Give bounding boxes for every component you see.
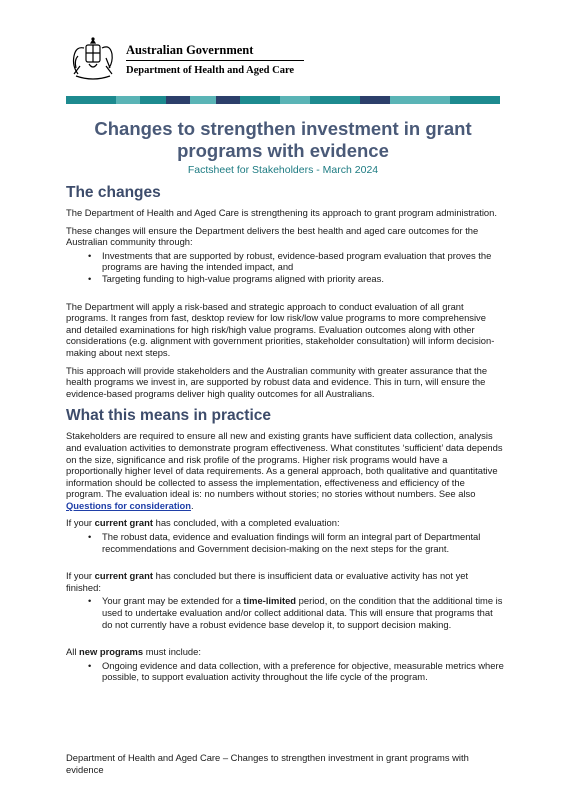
- list-item: • Targeting funding to high-value programs aligned with priority areas.: [88, 273, 504, 285]
- color-band-segment: [140, 96, 166, 104]
- coat-of-arms-icon: [66, 36, 120, 82]
- paragraph: The Department will apply a risk-based and strategic approach to conduct evaluation of all grant programs. It ranges from fast, desktop review for low risk/low value programs to more comprehensive and detailed examinations for high risk/high value programs. Evaluation outcomes along with other considerations (e.g. alignment with government priorities, stakeholder consultation) will inform decision-making about next steps.: [66, 300, 495, 358]
- bullet-list: [88, 595, 504, 630]
- logo-divider: [126, 60, 304, 61]
- list-item: • The robust data, evidence and evaluation findings will form an integral part of Departmental recommendations and Government decision-making on the next steps for the grant.: [88, 531, 504, 554]
- paragraph: Stakeholders are required to ensure all new and existing grants have sufficient data collection, analysis and evaluation activities to demonstrate program effectiveness. What constitutes ‘sufficient’ data depends on the size, significance and risk profile of the programs. Higher risk programs would have a proportionally higher level of data requirements. As a general approach, both qualitative and quantitative information should be collected to assess the implementation, effectiveness and efficiency of the program. The evaluation ideal is: no numbers without stories; no stories without numbers. See also Questions for consideration.: [66, 430, 503, 511]
- color-band: [66, 96, 500, 104]
- color-band-segment: [166, 96, 190, 104]
- color-band-segment: [360, 96, 390, 104]
- color-band-segment: [116, 96, 140, 104]
- government-logo: [66, 36, 366, 82]
- color-band-segment: [216, 96, 240, 104]
- list-item: • Investments that are supported by robust, evidence-based program evaluation that proves the programs are having the intended impact, and: [88, 250, 504, 273]
- section-heading-practice: What this means in practice: [66, 407, 271, 425]
- paragraph: The Department of Health and Aged Care is strengthening its approach to grant program administration.: [66, 207, 497, 218]
- paragraph: If your current grant has concluded, with a completed evaluation:: [66, 517, 340, 529]
- government-name: Australian Government: [126, 43, 254, 57]
- color-band-segment: [450, 96, 500, 104]
- section-heading-changes: The changes: [66, 184, 161, 201]
- page-subtitle: Factsheet for Stakeholders - March 2024: [187, 164, 379, 176]
- paragraph: All new programs must include:: [66, 646, 201, 658]
- list-item: • Your grant may be extended for a time-limited period, on the condition that the additional time is used to undertake evaluation and/or collect additional data. This will ensure that programs that do not currently have a robust evidence base develop it, to support decision making.: [88, 595, 504, 630]
- page-footer: Department of Health and Aged Care – Changes to strengthen investment in grant programs with evidence: [66, 752, 469, 775]
- color-band-segment: [66, 96, 116, 104]
- department-name: Department of Health and Aged Care: [126, 65, 295, 76]
- color-band-segment: [310, 96, 360, 104]
- paragraph: This approach will provide stakeholders and the Australian community with greater assurance that the health programs we invest in, are supported by robust data and evidence. This in turn, will ensure the evidence-based programs deliver high quality outcomes for all Australians.: [66, 364, 488, 399]
- paragraph: These changes will ensure the Department delivers the best health and aged care outcomes for the Australian community through:: [66, 224, 479, 248]
- color-band-segment: [280, 96, 310, 104]
- list-item: • Ongoing evidence and data collection, with a preference for objective, measurable metrics where possible, to support evaluation activity throughout the life cycle of the program.: [88, 660, 504, 683]
- bullet-list: [88, 660, 504, 683]
- page-title: Changes to strengthen investment in grant programs with evidence: [94, 118, 472, 161]
- color-band-segment: [390, 96, 450, 104]
- color-band-segment: [240, 96, 280, 104]
- questions-for-consideration-link[interactable]: Questions for consideration: [66, 499, 192, 511]
- paragraph: If your current grant has concluded but there is insufficient data or evaluative activity has not yet finished:: [66, 570, 469, 593]
- color-band-segment: [190, 96, 216, 104]
- bullet-list: [88, 250, 504, 285]
- bullet-list: [88, 531, 504, 554]
- main-content: [66, 184, 504, 689]
